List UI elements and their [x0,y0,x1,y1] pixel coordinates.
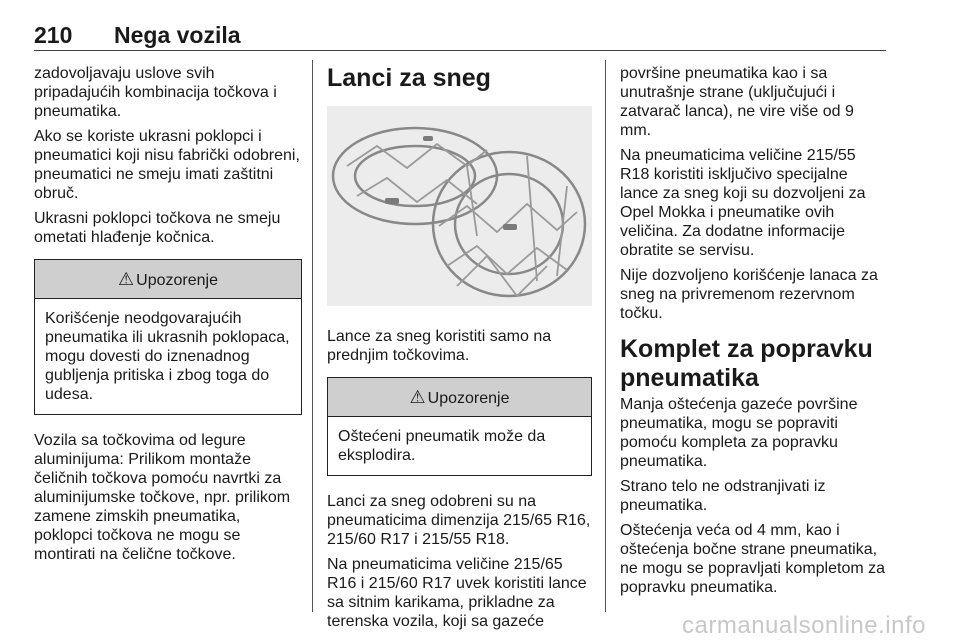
warning-body [328,417,591,475]
column-divider-2 [605,60,606,612]
paragraph: Na pneumaticima veličine 215/55 R18 koristiti isključivo specijalne lance za sneg koji su dozvoljeni za Opel Mokka i pneumatike ovih veličina. Za dodatne informacije obratite se servisu. [620,147,866,259]
page-header [34,22,886,50]
warning-header [328,378,591,417]
section-heading: Lanci za sneg [327,64,491,92]
paragraph: Manja oštećenja gazeće površine pneumatika, mogu se popraviti pomoću kompleta za popravku pneumatika. [620,396,858,470]
column-3 [620,64,888,603]
header-divider [34,50,886,51]
warning-header [35,260,301,299]
figure-caption: Lance za sneg koristiti samo na prednjim točkovima. [327,328,552,364]
section-heading: Komplet za popravku pneumatika [620,335,873,392]
paragraph: Na pneumaticima veličine 215/65 R16 i 215/60 R17 uvek koristiti lance sa sitnim karikama, prikladne za terenska vozila, koji sa gazeće [327,556,587,630]
warning-title: Upozorenje [136,272,218,289]
paragraph: Oštećenja veća od 4 mm, kao i oštećenja bočne strane pneumatika, ne mogu se popravljati kompletom za popravku pneumatika. [620,522,886,596]
paragraph: zadovoljavaju uslove svih pripadajućih kombinacija točkova i pneumatika. [34,65,277,120]
column-2 [327,64,592,637]
watermark: carmanualsonline.info [682,612,926,639]
column-divider-1 [312,60,313,612]
paragraph: površine pneumatika kao i sa unutrašnje strane (uključujući i zatvarač lanca), ne vire više od 9 mm. [620,65,854,139]
paragraph: Ako se koriste ukrasni poklopci i pneumatici koji nisu fabrički odobreni, pneumatici ne smeju imati zaštitni obruč. [34,128,300,202]
paragraph: Vozila sa točkovima od legure aluminijuma: Prilikom montaže čeličnih točkova pomoću navrtki za aluminijumske točkove, npr. prilikom zamene zimskih pneumatika, poklopci točkova ne mogu se montirati na čelične točkove. [34,432,291,563]
warning-triangle-icon: ⚠ [118,269,135,289]
chapter-title: Nega vozila [114,22,241,48]
warning-text: Korišćenje neodgovarajućih pneumatika ili ukrasnih poklopaca, mogu dovesti do iznenadnog gubljenja pritiska i zbog toga do udesa. [45,310,290,403]
paragraph: Nije dozvoljeno korišćenje lanaca za sneg na privremenom rezervnom točku. [620,267,878,322]
paragraph: Ukrasni poklopci točkova ne smeju ometati hlađenje kočnica. [34,210,281,246]
warning-box [327,377,592,476]
warning-body [35,299,301,414]
warning-box [34,259,302,415]
page-number: 210 [34,22,73,48]
snow-chain-illustration [327,106,592,306]
paragraph: Lanci za sneg odobreni su na pneumaticima dimenzija 215/65 R16, 215/60 R17 i 215/55 R18. [327,493,591,548]
warning-title: Upozorenje [427,390,510,407]
warning-text: Oštećeni pneumatik može da eksplodira. [338,428,546,464]
paragraph: Strano telo ne odstranjivati iz pneumatika. [620,478,826,514]
warning-triangle-icon: ⚠ [409,387,426,407]
column-1 [34,64,302,570]
